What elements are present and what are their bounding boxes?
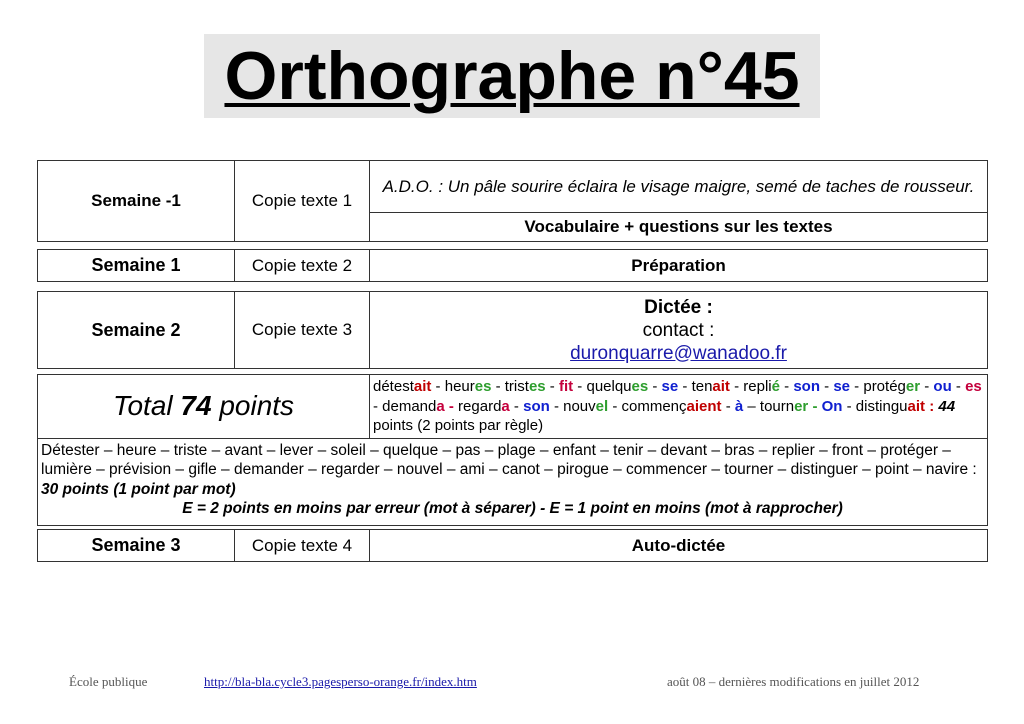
total-number: 74: [180, 390, 212, 422]
week1-label: Semaine 1: [38, 250, 235, 282]
week2-label: Semaine 2: [38, 292, 235, 369]
total-cell: [38, 375, 370, 439]
dictee-label: Dictée :: [644, 296, 713, 318]
footer-date: août 08 – dernières modifications en juillet 2012: [667, 674, 920, 689]
week3-label: Semaine 3: [38, 530, 235, 562]
week-minus1-copy: Copie texte 1: [235, 161, 370, 242]
error-rule: E = 2 points en moins par erreur (mot à séparer) - E = 1 point en moins (mot à rapprocher): [182, 500, 843, 517]
vocab-questions: Vocabulaire + questions sur les textes: [370, 213, 988, 242]
week1-block: [37, 249, 988, 282]
week2-copy: Copie texte 3: [235, 292, 370, 369]
week2-block: [37, 291, 988, 369]
page-title: Orthographe n°45: [224, 38, 800, 114]
total-suffix: points: [211, 390, 295, 422]
vocab-points: 30 points (1 point par mot): [41, 480, 236, 498]
week-minus1-block: [37, 160, 988, 242]
week-minus1-label: Semaine -1: [38, 161, 235, 242]
footer-school: École publique: [69, 674, 148, 689]
week1-task: Préparation: [370, 250, 988, 282]
words-point-count: 44: [938, 397, 956, 415]
title-banner: [204, 34, 820, 118]
week3-block: [37, 529, 988, 562]
week1-copy: Copie texte 2: [235, 250, 370, 282]
week3-task: Auto-dictée: [370, 530, 988, 562]
email-link[interactable]: duronquarre@wanadoo.fr: [570, 342, 787, 364]
colored-words: détestait - heures - tristes - fit - quelques - se - tenait - replié - son - se - protéger - ou - es - demanda - regarda - son - nouvel - commençaient - à – tourner - On - distinguait : 44 points (2 points par règle): [370, 375, 988, 439]
vocab-list-cell: [38, 438, 988, 525]
total-block: [37, 374, 988, 526]
week3-copy: Copie texte 4: [235, 530, 370, 562]
vocab-words: Détester – heure – triste – avant – lever – soleil – quelque – pas – plage – enfant – tenir – devant – bras – replier – front – protéger – lumière – prévision – gifle – demander – regarder – nouvel – ami – canot – pirogue – commencer – tourner – distinguer – point – navire :: [41, 441, 977, 478]
footer-url-link[interactable]: http://bla-bla.cycle3.pagesperso-orange.fr/index.htm: [204, 674, 477, 689]
contact-label: contact :: [642, 319, 715, 341]
ado-sentence: A.D.O. : Un pâle sourire éclaira le visage maigre, semé de taches de rousseur.: [370, 161, 988, 213]
words-point-text: points (2 points par règle): [373, 417, 544, 434]
total-prefix: Total: [112, 390, 181, 422]
